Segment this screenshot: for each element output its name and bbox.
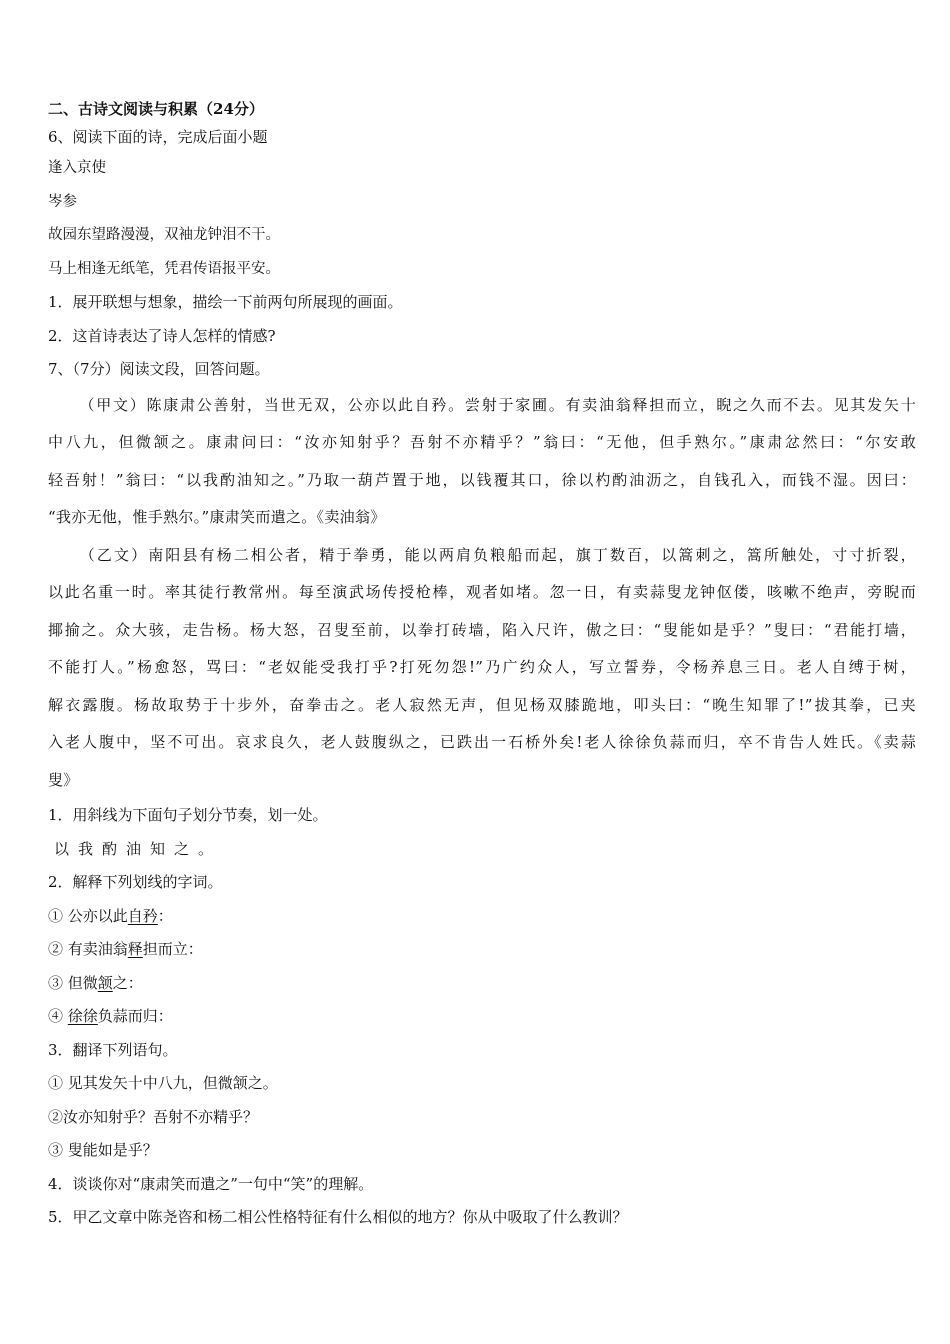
passage-jia-line: “我亦无他，惟手熟尔。”康肃笑而遣之。《卖油翁》 — [48, 508, 386, 526]
section-title: 二、古诗文阅读与积累（24分） — [48, 100, 264, 118]
passage-yi-line: 以此名重一时。率其徒行教常州。每至演武场传授枪棒，观者如堵。忽一日，有卖蒜叟龙钟伛偻，咳嗽不绝声，旁睨而 — [48, 583, 916, 601]
underlined-word: 自矜 — [127, 906, 158, 925]
question-6-sub-1: 1．展开联想与想象，描绘一下前两句所展现的画面。 — [48, 293, 403, 311]
passage-jia-line: （甲文）陈康肃公善射，当世无双，公亦以此自矜。尝射于家圃。有卖油翁释担而立，睨之久而不去。见其发矢十 — [78, 395, 916, 414]
translate-item-3: ③ 叟能如是乎？ — [48, 1141, 158, 1159]
underlined-word: 释 — [127, 940, 143, 958]
question-7-sub-3: 3．翻译下列语句。 — [48, 1040, 178, 1059]
document-page — [48, 96, 916, 1235]
passage-jia-line: 轻吾射！”翁曰：“以我酌油知之。”乃取一葫芦置于地，以钱覆其口，徐以杓酌油沥之，自钱孔入，而钱不湿。因曰： — [48, 470, 916, 489]
question-6-prompt: 6、阅读下面的诗，完成后面小题 — [48, 128, 268, 146]
passage-yi-line: 入老人腹中，坚不可出。哀求良久，老人鼓腹纵之，已跌出一石桥外矣!老人徐徐负蒜而归，卒不肯告人姓氏。《卖蒜 — [48, 733, 916, 751]
passage-yi-line: 揶揄之。众大骇，走告杨。杨大怒，召叟至前，以拳打砖墙，陷入尺许，傲之曰：“叟能如是乎？”叟曰：“君能打墙， — [48, 620, 916, 639]
underlined-word: 徐徐 — [67, 1007, 98, 1025]
passage-yi-line: 不能打人。”杨愈怒，骂曰：“老奴能受我打乎?打死勿怨!”乃广约众人，写立誓券，令杨养息三日。老人自缚于树， — [48, 658, 916, 676]
passage-yi-line: 叟》 — [48, 770, 79, 789]
question-6-sub-2: 2．这首诗表达了诗人怎样的情感? — [48, 326, 276, 345]
passage-jia — [48, 387, 916, 537]
poem-line-2: 马上相逢无纸笔，凭君传语报平安。 — [48, 260, 280, 277]
question-7-sub-4: 4．谈谈你对“康肃笑而遣之”一句中“笑”的理解。 — [48, 1174, 374, 1193]
poem-title: 逢入京使 — [48, 160, 106, 176]
poem-author: 岑参 — [48, 193, 77, 210]
question-7-sub-1: 1．用斜线为下面句子划分节奏，划一处。 — [48, 806, 328, 824]
question-7-prompt: 7、（7分）阅读文段，回答问题。 — [48, 360, 270, 378]
question-7-sub-2: 2．解释下列划线的字词。 — [48, 873, 223, 891]
question-7-sub-5: 5．甲乙文章中陈尧咨和杨二相公性格特征有什么相似的地方？你从中吸取了什么教训？ — [48, 1208, 628, 1226]
word-item-1: ① 公亦以此自矜： — [48, 906, 173, 925]
word-item-2: ② 有卖油翁释担而立： — [48, 940, 203, 958]
passage-yi-line: 解衣露腹。杨故取势于十步外，奋拳击之。老人寂然无声，但见杨双膝跪地，叩头曰：“晚生知罪了!”拔其拳，已夹 — [48, 695, 916, 714]
word-item-3: ③ 但微颔之： — [48, 973, 143, 992]
word-item-4: ④ 徐徐负蒜而归： — [48, 1007, 173, 1025]
translate-item-1: ① 见其发矢十中八九，但微颔之。 — [48, 1074, 278, 1092]
poem-line-1: 故园东望路漫漫，双袖龙钟泪不干。 — [48, 227, 280, 243]
rhythm-sentence: 以我酌油知之。 — [54, 839, 223, 858]
underlined-word: 颔 — [97, 973, 113, 992]
passage-yi-line: （乙文）南阳县有杨二相公者，精于拳勇，能以两肩负粮船而起，旗丁数百，以篙刺之，篙所触处，寸寸折裂， — [78, 545, 916, 564]
passage-yi — [48, 537, 916, 800]
passage-jia-line: 中八九，但微颔之。康肃问曰：“汝亦知射乎？吾射不亦精乎？”翁曰：“无他，但手熟尔。”康肃忿然曰：“尔安敢 — [48, 433, 916, 451]
translate-item-2: ②汝亦知射乎？吾射不亦精乎？ — [48, 1107, 259, 1126]
